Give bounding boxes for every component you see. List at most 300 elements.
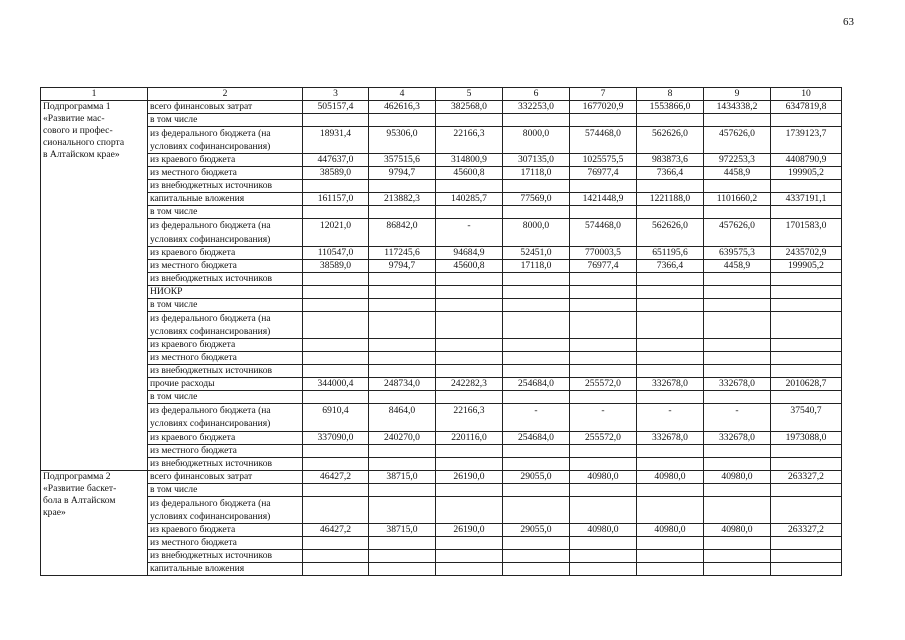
amount-cell: 37540,7 <box>771 404 842 431</box>
amount-cell <box>771 496 842 523</box>
amount-cell <box>436 339 503 352</box>
amount-cell <box>503 180 570 193</box>
amount-cell <box>369 483 436 496</box>
expense-label: из федерального бюджета (на условиях софинансирования) <box>148 311 303 338</box>
amount-cell: 38715,0 <box>369 524 436 537</box>
amount-cell: 29055,0 <box>503 524 570 537</box>
amount-cell: 1553866,0 <box>637 101 704 114</box>
amount-cell: 1101660,2 <box>704 193 771 206</box>
expense-label: в том числе <box>148 206 303 219</box>
amount-cell <box>503 339 570 352</box>
expense-label: в том числе <box>148 483 303 496</box>
amount-cell: 457626,0 <box>704 219 771 246</box>
expense-label: из краевого бюджета <box>148 154 303 167</box>
amount-cell <box>303 180 369 193</box>
amount-cell: 2010628,7 <box>771 378 842 391</box>
table-row <box>41 457 842 470</box>
amount-cell: 40980,0 <box>570 524 637 537</box>
table-row <box>41 496 842 523</box>
expense-label: капитальные вложения <box>148 193 303 206</box>
amount-cell: 332253,0 <box>503 101 570 114</box>
amount-cell <box>704 457 771 470</box>
amount-cell: 140285,7 <box>436 193 503 206</box>
amount-cell <box>369 352 436 365</box>
amount-cell <box>771 550 842 563</box>
amount-cell <box>303 391 369 404</box>
column-number: 10 <box>771 88 842 101</box>
amount-cell: 86842,0 <box>369 219 436 246</box>
amount-cell <box>637 483 704 496</box>
amount-cell <box>637 391 704 404</box>
amount-cell: 220116,0 <box>436 431 503 444</box>
column-number: 7 <box>570 88 637 101</box>
amount-cell: 332678,0 <box>704 431 771 444</box>
amount-cell <box>503 496 570 523</box>
expense-label: из краевого бюджета <box>148 431 303 444</box>
amount-cell <box>436 444 503 457</box>
budget-table <box>40 87 842 576</box>
amount-cell: 17118,0 <box>503 167 570 180</box>
amount-cell <box>637 550 704 563</box>
amount-cell: 1221188,0 <box>637 193 704 206</box>
column-number: 9 <box>704 88 771 101</box>
table-row <box>41 550 842 563</box>
amount-cell <box>436 114 503 127</box>
amount-cell <box>369 550 436 563</box>
amount-cell: 117245,6 <box>369 246 436 259</box>
amount-cell <box>369 206 436 219</box>
amount-cell <box>503 457 570 470</box>
amount-cell: 1739123,7 <box>771 127 842 154</box>
amount-cell <box>637 365 704 378</box>
amount-cell: 574468,0 <box>570 219 637 246</box>
amount-cell: 8000,0 <box>503 219 570 246</box>
page-number: 63 <box>843 16 854 28</box>
amount-cell: 240270,0 <box>369 431 436 444</box>
table-row <box>41 114 842 127</box>
amount-cell <box>503 352 570 365</box>
table-row <box>41 365 842 378</box>
amount-cell <box>637 457 704 470</box>
amount-cell <box>771 206 842 219</box>
amount-cell: 40980,0 <box>570 470 637 483</box>
amount-cell: 161157,0 <box>303 193 369 206</box>
amount-cell: 382568,0 <box>436 101 503 114</box>
subprogram-name-line: в Алтайском крае» <box>43 149 120 160</box>
amount-cell <box>436 483 503 496</box>
amount-cell <box>503 114 570 127</box>
amount-cell <box>704 550 771 563</box>
amount-cell: - <box>436 219 503 246</box>
amount-cell: 332678,0 <box>637 378 704 391</box>
amount-cell: 9794,7 <box>369 167 436 180</box>
amount-cell: 95306,0 <box>369 127 436 154</box>
subprogram-name <box>41 101 148 471</box>
amount-cell <box>369 285 436 298</box>
amount-cell: 1973088,0 <box>771 431 842 444</box>
amount-cell <box>369 339 436 352</box>
expense-label: из федерального бюджета (на условиях софинансирования) <box>148 404 303 431</box>
amount-cell <box>436 311 503 338</box>
amount-cell <box>570 365 637 378</box>
table-row <box>41 391 842 404</box>
amount-cell <box>771 272 842 285</box>
amount-cell <box>303 339 369 352</box>
amount-cell <box>436 285 503 298</box>
amount-cell <box>503 391 570 404</box>
amount-cell: - <box>570 404 637 431</box>
amount-cell: 26190,0 <box>436 524 503 537</box>
table-row <box>41 524 842 537</box>
table-row <box>41 537 842 550</box>
amount-cell: 6910,4 <box>303 404 369 431</box>
amount-cell: 1677020,9 <box>570 101 637 114</box>
table-row <box>41 259 842 272</box>
subprogram-name-line: Подпрограмма 1 <box>43 101 111 112</box>
amount-cell: 1025575,5 <box>570 154 637 167</box>
amount-cell <box>369 311 436 338</box>
amount-cell: 255572,0 <box>570 378 637 391</box>
table-row <box>41 167 842 180</box>
amount-cell: 1434338,2 <box>704 101 771 114</box>
amount-cell: 76977,4 <box>570 259 637 272</box>
amount-cell: 18931,4 <box>303 127 369 154</box>
expense-label: в том числе <box>148 114 303 127</box>
amount-cell: 38715,0 <box>369 470 436 483</box>
amount-cell <box>570 206 637 219</box>
amount-cell <box>503 311 570 338</box>
amount-cell <box>436 391 503 404</box>
amount-cell <box>704 365 771 378</box>
amount-cell <box>704 285 771 298</box>
amount-cell <box>369 114 436 127</box>
expense-label: из внебюджетных источников <box>148 457 303 470</box>
amount-cell: 6347819,8 <box>771 101 842 114</box>
amount-cell <box>369 272 436 285</box>
subprogram-name-line: «Развитие мас- <box>43 113 105 124</box>
amount-cell <box>303 496 369 523</box>
amount-cell: 462616,3 <box>369 101 436 114</box>
expense-label: из внебюджетных источников <box>148 180 303 193</box>
table-row <box>41 339 842 352</box>
table-row <box>41 563 842 576</box>
amount-cell: 254684,0 <box>503 431 570 444</box>
table-row <box>41 101 842 114</box>
amount-cell <box>704 391 771 404</box>
amount-cell <box>303 483 369 496</box>
amount-cell <box>303 537 369 550</box>
amount-cell: 8464,0 <box>369 404 436 431</box>
amount-cell <box>303 285 369 298</box>
amount-cell <box>570 180 637 193</box>
amount-cell <box>771 311 842 338</box>
amount-cell <box>771 339 842 352</box>
amount-cell <box>637 206 704 219</box>
amount-cell: 52451,0 <box>503 246 570 259</box>
column-number: 5 <box>436 88 503 101</box>
amount-cell: 314800,9 <box>436 154 503 167</box>
subprogram-name-line: бола в Алтайском <box>43 494 116 506</box>
amount-cell <box>436 272 503 285</box>
amount-cell <box>637 298 704 311</box>
amount-cell <box>771 365 842 378</box>
table-row <box>41 378 842 391</box>
amount-cell: 2435702,9 <box>771 246 842 259</box>
amount-cell <box>771 457 842 470</box>
amount-cell: 357515,6 <box>369 154 436 167</box>
amount-cell: 337090,0 <box>303 431 369 444</box>
table-row <box>41 154 842 167</box>
amount-cell <box>503 537 570 550</box>
amount-cell: 199905,2 <box>771 167 842 180</box>
amount-cell <box>570 298 637 311</box>
amount-cell <box>637 563 704 576</box>
expense-label: из федерального бюджета (на условиях софинансирования) <box>148 127 303 154</box>
expense-label: из краевого бюджета <box>148 339 303 352</box>
amount-cell <box>570 391 637 404</box>
amount-cell <box>704 496 771 523</box>
amount-cell <box>303 298 369 311</box>
expense-label: в том числе <box>148 391 303 404</box>
amount-cell <box>503 285 570 298</box>
column-number-row <box>41 88 842 101</box>
amount-cell <box>637 180 704 193</box>
amount-cell: 8000,0 <box>503 127 570 154</box>
amount-cell: 505157,4 <box>303 101 369 114</box>
amount-cell <box>570 311 637 338</box>
amount-cell: 40980,0 <box>637 524 704 537</box>
expense-label: из местного бюджета <box>148 259 303 272</box>
table-row <box>41 470 842 483</box>
amount-cell <box>436 537 503 550</box>
amount-cell <box>771 391 842 404</box>
amount-cell <box>369 496 436 523</box>
amount-cell: 45600,8 <box>436 259 503 272</box>
amount-cell: 457626,0 <box>704 127 771 154</box>
column-number: 1 <box>41 88 148 101</box>
amount-cell <box>369 563 436 576</box>
table-row <box>41 127 842 154</box>
amount-cell: - <box>503 404 570 431</box>
amount-cell <box>503 550 570 563</box>
amount-cell <box>637 537 704 550</box>
subprogram-name-line: сионального спорта <box>43 137 125 148</box>
amount-cell: 7366,4 <box>637 167 704 180</box>
amount-cell: 38589,0 <box>303 259 369 272</box>
amount-cell <box>503 298 570 311</box>
table-row <box>41 285 842 298</box>
amount-cell <box>303 457 369 470</box>
amount-cell <box>369 365 436 378</box>
amount-cell <box>771 285 842 298</box>
table-row <box>41 272 842 285</box>
amount-cell <box>704 272 771 285</box>
table-row <box>41 298 842 311</box>
amount-cell <box>303 365 369 378</box>
amount-cell <box>369 391 436 404</box>
amount-cell: 17118,0 <box>503 259 570 272</box>
amount-cell: 1701583,0 <box>771 219 842 246</box>
amount-cell <box>436 365 503 378</box>
amount-cell <box>303 272 369 285</box>
column-number: 6 <box>503 88 570 101</box>
amount-cell <box>570 496 637 523</box>
amount-cell <box>570 563 637 576</box>
amount-cell <box>436 550 503 563</box>
amount-cell: 4408790,9 <box>771 154 842 167</box>
amount-cell: 40980,0 <box>704 524 771 537</box>
amount-cell <box>704 339 771 352</box>
amount-cell: - <box>637 404 704 431</box>
amount-cell <box>771 180 842 193</box>
amount-cell: 22166,3 <box>436 127 503 154</box>
subprogram-name-line: крае» <box>43 506 66 518</box>
amount-cell <box>369 457 436 470</box>
amount-cell <box>503 444 570 457</box>
amount-cell <box>570 444 637 457</box>
amount-cell <box>570 457 637 470</box>
column-number: 3 <box>303 88 369 101</box>
amount-cell <box>637 496 704 523</box>
amount-cell <box>436 352 503 365</box>
expense-label: из внебюджетных источников <box>148 365 303 378</box>
amount-cell: 110547,0 <box>303 246 369 259</box>
amount-cell <box>436 496 503 523</box>
amount-cell: 38589,0 <box>303 167 369 180</box>
expense-label: из местного бюджета <box>148 444 303 457</box>
table-row <box>41 219 842 246</box>
amount-cell <box>771 298 842 311</box>
amount-cell <box>436 206 503 219</box>
amount-cell <box>771 483 842 496</box>
amount-cell <box>704 563 771 576</box>
amount-cell <box>704 311 771 338</box>
table-row <box>41 246 842 259</box>
amount-cell <box>637 339 704 352</box>
amount-cell <box>369 180 436 193</box>
amount-cell: 4458,9 <box>704 167 771 180</box>
amount-cell <box>771 444 842 457</box>
table-row <box>41 180 842 193</box>
expense-label: из федерального бюджета (на условиях софинансирования) <box>148 219 303 246</box>
table-row <box>41 206 842 219</box>
amount-cell <box>303 352 369 365</box>
amount-cell <box>436 563 503 576</box>
amount-cell <box>369 298 436 311</box>
amount-cell: 344000,4 <box>303 378 369 391</box>
amount-cell: 254684,0 <box>503 378 570 391</box>
amount-cell <box>436 298 503 311</box>
table-row <box>41 404 842 431</box>
amount-cell <box>771 563 842 576</box>
amount-cell: 574468,0 <box>570 127 637 154</box>
amount-cell <box>369 537 436 550</box>
expense-label: всего финансовых затрат <box>148 470 303 483</box>
amount-cell: 242282,3 <box>436 378 503 391</box>
amount-cell <box>704 206 771 219</box>
amount-cell: 77569,0 <box>503 193 570 206</box>
expense-label: прочие расходы <box>148 378 303 391</box>
amount-cell <box>503 365 570 378</box>
amount-cell <box>704 298 771 311</box>
amount-cell: 639575,3 <box>704 246 771 259</box>
expense-label: НИОКР <box>148 285 303 298</box>
subprogram-name-line: сового и профес- <box>43 125 113 136</box>
amount-cell <box>570 285 637 298</box>
amount-cell <box>303 206 369 219</box>
amount-cell <box>570 114 637 127</box>
amount-cell: 255572,0 <box>570 431 637 444</box>
column-number: 4 <box>369 88 436 101</box>
subprogram-name-line: Подпрограмма 2 <box>43 470 111 482</box>
subprogram-name-line: «Развитие баскет- <box>43 482 117 494</box>
amount-cell: 562626,0 <box>637 127 704 154</box>
expense-label: из внебюджетных источников <box>148 550 303 563</box>
amount-cell: 307135,0 <box>503 154 570 167</box>
amount-cell <box>704 180 771 193</box>
amount-cell: 770003,5 <box>570 246 637 259</box>
amount-cell <box>303 550 369 563</box>
expense-label: из местного бюджета <box>148 352 303 365</box>
table-row <box>41 311 842 338</box>
amount-cell <box>570 352 637 365</box>
expense-label: из краевого бюджета <box>148 524 303 537</box>
amount-cell <box>771 114 842 127</box>
expense-label: из федерального бюджета (на условиях софинансирования) <box>148 496 303 523</box>
amount-cell: 248734,0 <box>369 378 436 391</box>
amount-cell <box>637 352 704 365</box>
amount-cell: 447637,0 <box>303 154 369 167</box>
amount-cell <box>570 537 637 550</box>
amount-cell: 94684,9 <box>436 246 503 259</box>
amount-cell <box>637 285 704 298</box>
amount-cell <box>303 114 369 127</box>
amount-cell: 332678,0 <box>704 378 771 391</box>
table-row <box>41 431 842 444</box>
amount-cell <box>436 180 503 193</box>
amount-cell <box>637 114 704 127</box>
expense-label: в том числе <box>148 298 303 311</box>
amount-cell: 22166,3 <box>436 404 503 431</box>
amount-cell: 7366,4 <box>637 259 704 272</box>
amount-cell: 213882,3 <box>369 193 436 206</box>
amount-cell <box>570 550 637 563</box>
amount-cell: 983873,6 <box>637 154 704 167</box>
amount-cell <box>637 444 704 457</box>
expense-label: из внебюджетных источников <box>148 272 303 285</box>
amount-cell <box>570 272 637 285</box>
amount-cell: 199905,2 <box>771 259 842 272</box>
table-row <box>41 444 842 457</box>
expense-label: всего финансовых затрат <box>148 101 303 114</box>
amount-cell: 12021,0 <box>303 219 369 246</box>
table-row <box>41 483 842 496</box>
amount-cell: 29055,0 <box>503 470 570 483</box>
amount-cell: 40980,0 <box>704 470 771 483</box>
amount-cell <box>704 537 771 550</box>
amount-cell <box>570 339 637 352</box>
expense-label: из местного бюджета <box>148 537 303 550</box>
amount-cell <box>303 563 369 576</box>
amount-cell <box>503 483 570 496</box>
expense-label: из местного бюджета <box>148 167 303 180</box>
column-number: 8 <box>637 88 704 101</box>
amount-cell: 1421448,9 <box>570 193 637 206</box>
amount-cell: 263327,2 <box>771 524 842 537</box>
amount-cell: 263327,2 <box>771 470 842 483</box>
amount-cell: 46427,2 <box>303 470 369 483</box>
amount-cell: 45600,8 <box>436 167 503 180</box>
